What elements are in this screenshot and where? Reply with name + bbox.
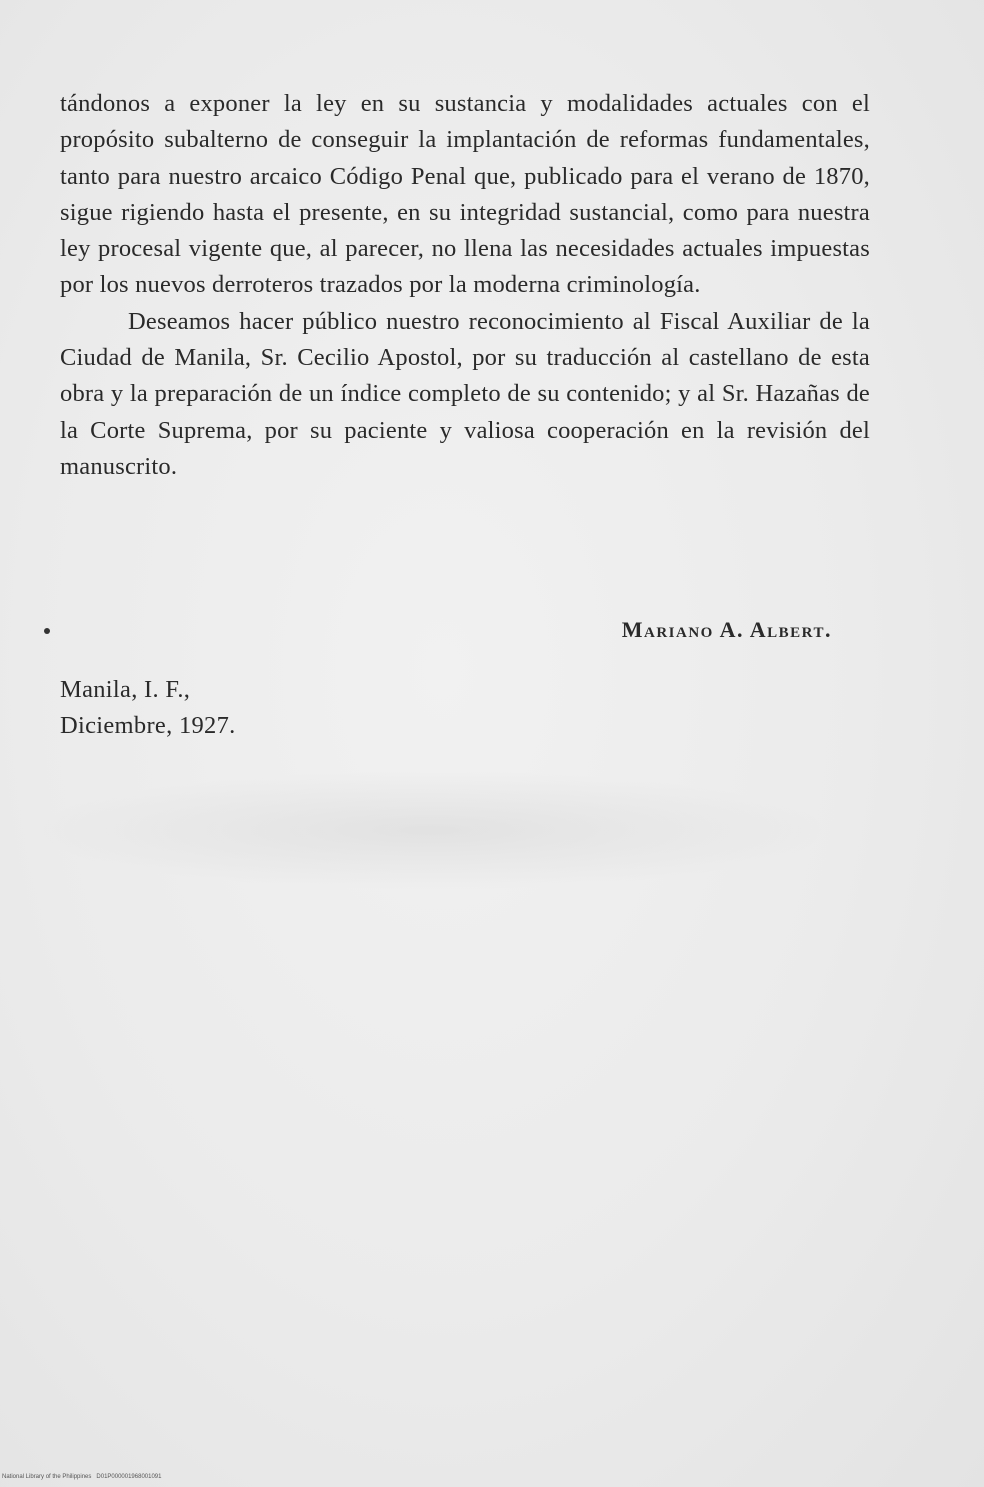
footer-code: D01P000001968001091 — [96, 1474, 162, 1480]
paragraph-continuation: tándonos a exponer la ley en su sustancia y modalidades actuales con el propósito subalterno de conseguir la implantación de reformas fundamentales, tanto para nuestro arcaico Código Penal que, publicado para el verano de 1870, sigue rigiendo hasta el presente, en su integridad sustancial, como para nuestra ley procesal vigente que, al parecer, no llena las necesidades actuales impuestas por los nuevos derroteros trazados por la moderna criminología. — [60, 90, 870, 299]
place-and-date — [60, 672, 236, 744]
date-line: Diciembre, 1927. — [60, 712, 236, 739]
paragraph-acknowledgement: Deseamos hacer público nuestro reconocimiento al Fiscal Auxiliar de la Ciudad de Manila, Sr. Cecilio Apostol, por su traducción al castellano de esta obra y la preparación de un índice completo de su contenido; y al Sr. Hazañas de la Corte Suprema, por su paciente y valiosa cooperación en la revisión del manuscrito. — [60, 307, 870, 480]
scan-footer — [2, 1474, 161, 1480]
place-line: Manila, I. F., — [60, 676, 191, 703]
body-text — [60, 86, 870, 485]
page-smudge — [30, 770, 830, 890]
bullet-mark — [44, 628, 50, 634]
footer-library: National Library of the Philippines — [2, 1474, 92, 1480]
author-signature: Mariano A. Albert. — [621, 617, 832, 642]
